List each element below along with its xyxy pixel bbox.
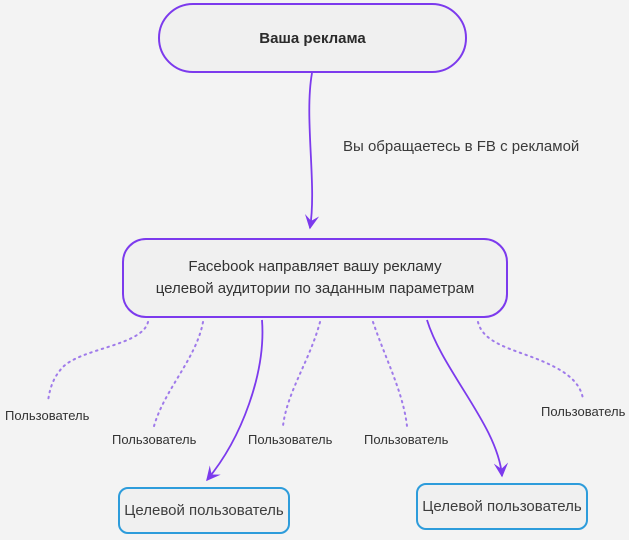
edge-label-ad-to-fb: Вы обращаетесь в FB с рекламой	[343, 138, 580, 155]
edge-fb-to-user-5	[478, 322, 583, 399]
user-label-1: Пользователь	[5, 408, 90, 423]
edge-fb-to-user-3	[283, 322, 320, 426]
node-target-user-right-label: Целевой пользователь	[422, 498, 582, 515]
edge-fb-to-target-left	[207, 320, 262, 480]
node-target-user-left	[118, 487, 290, 534]
node-your-ad-label: Ваша реклама	[259, 29, 366, 47]
user-label-5: Пользователь	[541, 404, 626, 419]
node-target-user-left-label: Целевой пользователь	[124, 502, 284, 519]
edge-ad-to-fb	[309, 73, 312, 228]
edge-fb-to-target-right	[427, 320, 502, 476]
node-target-user-right	[416, 483, 588, 530]
node-fb-targeting-label	[156, 256, 475, 300]
edge-fb-to-user-4	[373, 322, 407, 426]
node-fb-targeting-line2: целевой аудитории по заданным параметрам	[155, 280, 475, 297]
user-label-4: Пользователь	[364, 432, 449, 447]
node-your-ad	[158, 3, 467, 73]
user-label-2: Пользователь	[112, 432, 197, 447]
user-label-3: Пользователь	[248, 432, 333, 447]
node-fb-targeting	[122, 238, 508, 318]
node-fb-targeting-line1: Facebook направляет вашу рекламу	[188, 258, 442, 275]
edge-fb-to-user-1	[48, 322, 148, 402]
edge-fb-to-user-2	[153, 322, 203, 430]
